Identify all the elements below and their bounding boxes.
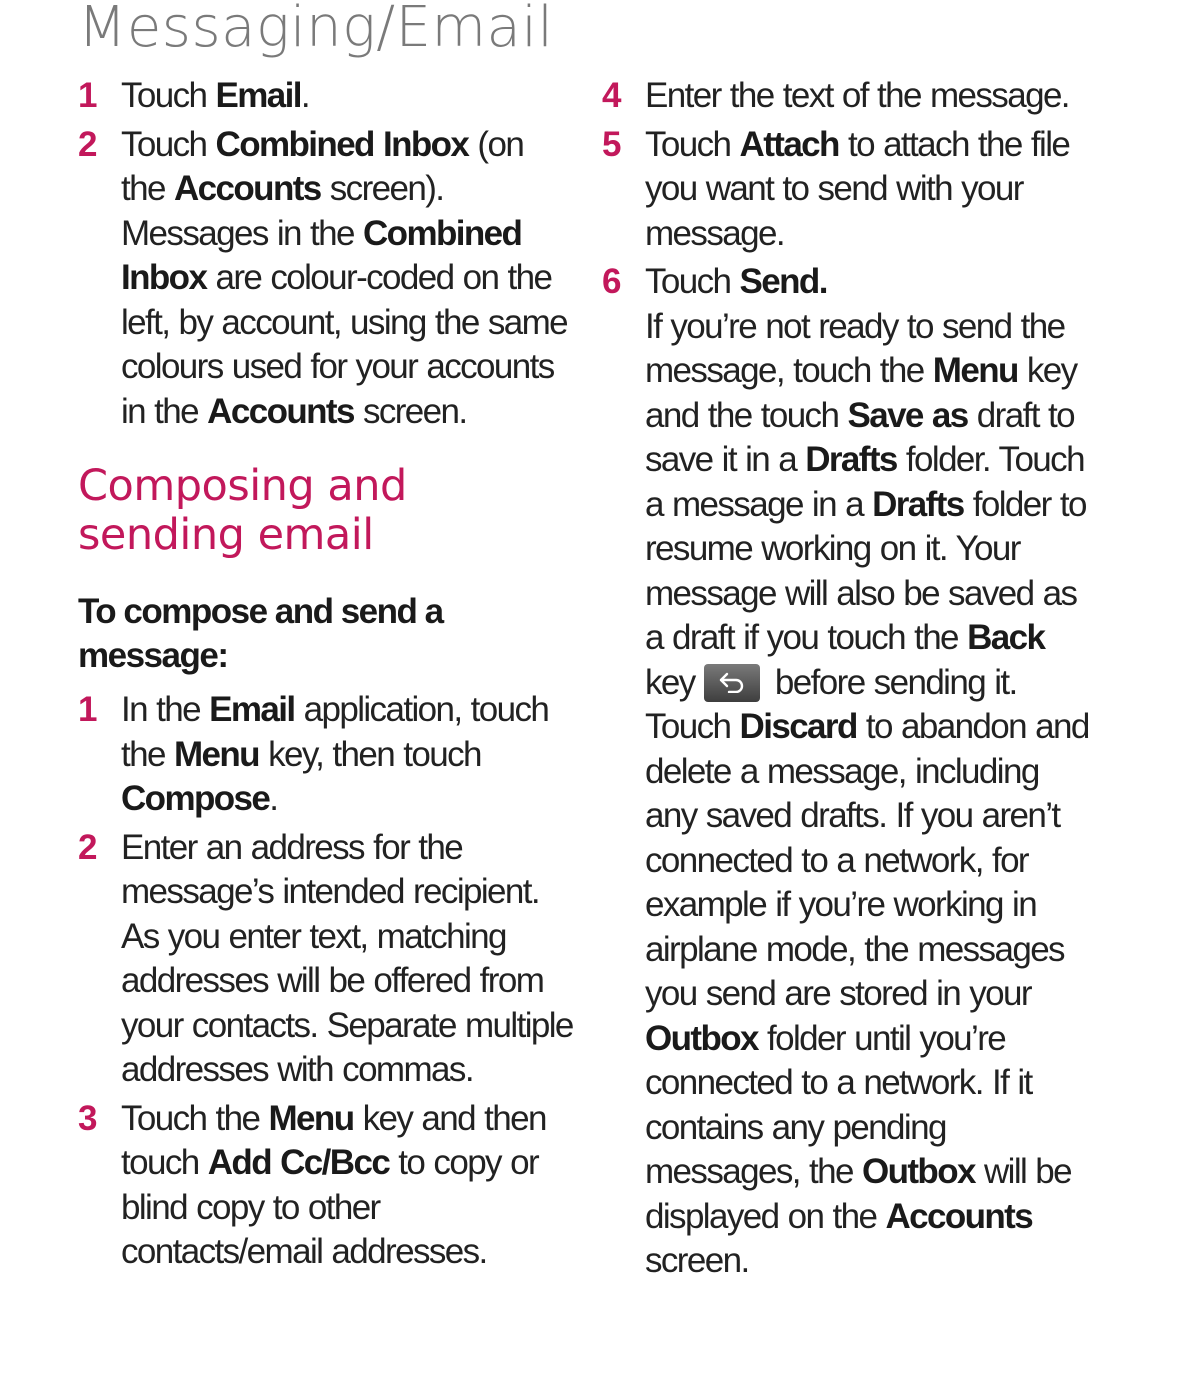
step-detail: If you’re not ready to send the message, touch the Menu key and the touch Save as draft to save it in a Drafts folder. Touch a message in a Drafts folder to resume working on it. Your message will also be saved as a draft if you touch the Back key before sending it. Touch Discard to abandon and delete a message, including any saved drafts. If you aren’t connected to a network, for example if you’re working in airplane mode, the messages you send are stored in your Outbox folder until you’re connected to a network. If it contains any pending messages, the Outbox will be displayed on the Accounts screen. xyxy=(645,306,1089,1280)
step-text: Touch Combined Inbox (on the Accounts screen). Messages in the Combined Inbox are colour-coded on the left, by account, using the same colours used for your accounts in the Accounts screen. xyxy=(121,124,568,431)
step-number: 6 xyxy=(602,262,622,301)
step-text: Touch Attach to attach the file you want to send with your message. xyxy=(645,124,1070,253)
intro-step-1 xyxy=(78,74,573,119)
ui-term: Drafts xyxy=(872,484,964,524)
step-text xyxy=(645,260,1092,1284)
ui-term: Email xyxy=(209,690,295,729)
ui-term: Compose xyxy=(121,779,270,818)
ui-term: Outbox xyxy=(645,1018,758,1058)
ui-term: Send. xyxy=(739,262,827,301)
ui-term: Save as xyxy=(847,395,968,435)
compose-step-3 xyxy=(78,1097,573,1275)
section-heading: Composing and sending email xyxy=(78,461,407,560)
compose-step-list xyxy=(78,688,573,1275)
right-column xyxy=(602,74,1092,1288)
left-column xyxy=(78,74,573,1279)
back-arrow-icon xyxy=(704,664,760,702)
ui-term: Discard xyxy=(739,707,857,746)
compose-step-1 xyxy=(78,688,573,822)
compose-step-4 xyxy=(602,74,1092,119)
step-text: Enter the text of the message. xyxy=(645,76,1069,115)
intro-step-2 xyxy=(78,123,573,435)
ui-term: Menu xyxy=(173,734,259,774)
step-number: 2 xyxy=(78,827,98,867)
ui-term: Accounts xyxy=(207,391,354,431)
step-number: 4 xyxy=(602,76,622,115)
ui-term: Back xyxy=(967,618,1045,657)
compose-step-5 xyxy=(602,123,1092,257)
ui-term: Combined Inbox xyxy=(215,124,469,164)
step-text: Touch the Menu key and then touch Add Cc/Bcc to copy or blind copy to other contacts/email addresses. xyxy=(121,1098,546,1271)
step-text: Enter an address for the message’s intended recipient. As you enter text, matching addresses will be offered from your contacts. Separate multiple addresses with commas. xyxy=(121,827,573,1089)
step-lead: Touch Send. xyxy=(645,262,827,301)
step-text: Touch Email. xyxy=(121,76,310,115)
intro-step-list xyxy=(78,74,573,434)
step-number: 1 xyxy=(78,690,98,729)
step-number: 1 xyxy=(78,76,98,115)
ui-term: Menu xyxy=(268,1098,354,1138)
ui-term: Drafts xyxy=(805,440,897,479)
step-text: In the Email application, touch the Menu key, then touch Compose. xyxy=(121,690,549,818)
compose-step-list-continued xyxy=(602,74,1092,1284)
ui-term: Accounts xyxy=(173,169,321,208)
page-title: Messaging/Email xyxy=(78,0,554,60)
ui-term: Attach xyxy=(739,124,839,164)
compose-step-6 xyxy=(602,260,1092,1284)
step-number: 3 xyxy=(78,1098,98,1138)
step-number: 2 xyxy=(78,124,98,164)
ui-term: Outbox xyxy=(861,1152,975,1191)
compose-step-2 xyxy=(78,826,573,1093)
ui-term: Email xyxy=(215,76,301,115)
step-number: 5 xyxy=(602,124,622,164)
ui-term: Combined Inbox xyxy=(121,213,522,297)
ui-term: Add Cc/Bcc xyxy=(207,1143,390,1182)
ui-term: Menu xyxy=(932,351,1018,390)
ui-term: Accounts xyxy=(885,1196,1033,1236)
subheading: To compose and send a message: xyxy=(78,592,443,675)
